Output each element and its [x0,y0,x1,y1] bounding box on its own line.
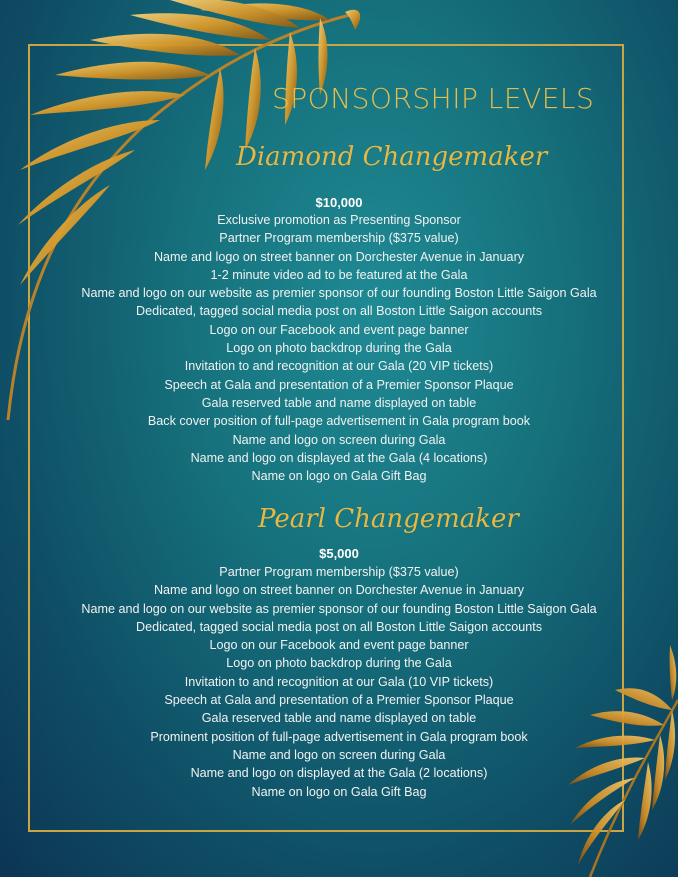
tier-name-diamond [236,142,547,172]
tier-price-pearl: $5,000 [319,546,359,561]
list-item: Name and logo on our website as premier sponsor of our founding Boston Little Saigon Gala [81,601,597,616]
list-item: Exclusive promotion as Presenting Sponsor [217,213,461,227]
list-item: Name and logo on street banner on Dorchester Avenue in January [153,249,525,264]
list-item: Name and logo on displayed at the Gala (2 locations) [190,766,488,781]
list-item: Dedicated, tagged social media post on all Boston Little Saigon accounts [135,304,543,319]
list-item: Name and logo on displayed at the Gala (4 locations) [190,450,488,465]
list-item: Logo on photo backdrop during the Gala [226,656,452,671]
list-item: Partner Program membership ($375 value) [219,565,459,579]
tier-name-diamond-text: Diamond Changemaker [236,142,548,172]
tier-name-pearl-text: Pearl Changemaker [258,504,519,534]
list-item: Speech at Gala and presentation of a Premier Sponsor Plaque [164,693,514,708]
list-item: 1-2 minute video ad to be featured at the Gala [210,267,468,282]
list-item: Gala reserved table and name displayed on table [201,395,477,410]
list-item: Logo on our Facebook and event page banner [209,638,469,653]
list-item: Name and logo on screen during Gala [232,432,446,447]
list-item: Logo on photo backdrop during the Gala [226,341,452,356]
list-item: Dedicated, tagged social media post on all Boston Little Saigon accounts [135,619,543,634]
page-title: SPONSORSHIP LEVELS [272,82,595,115]
tier-price-diamond: $10,000 [315,195,363,210]
list-item: Logo on our Facebook and event page banner [209,322,469,337]
list-item: Back cover position of full-page advertisement in Gala program book [147,414,531,429]
list-item: Name on logo on Gala Gift Bag [251,469,427,484]
benefits-list-pearl [0,563,678,801]
list-item: Invitation to and recognition at our Gala (10 VIP tickets) [184,674,494,689]
list-item: Speech at Gala and presentation of a Premier Sponsor Plaque [164,377,514,392]
benefits-list-diamond [0,211,678,485]
tier-name-pearl [258,504,519,534]
list-item: Prominent position of full-page advertisement in Gala program book [150,729,528,744]
list-item: Partner Program membership ($375 value) [219,231,459,246]
list-item: Name and logo on street banner on Dorchester Avenue in January [153,583,525,598]
list-item: Name on logo on Gala Gift Bag [251,784,427,799]
list-item: Name and logo on screen during Gala [232,747,446,762]
list-item: Invitation to and recognition at our Gala (20 VIP tickets) [184,359,494,374]
list-item: Name and logo on our website as premier sponsor of our founding Boston Little Saigon Gala [81,286,597,301]
list-item: Gala reserved table and name displayed on table [201,711,477,726]
